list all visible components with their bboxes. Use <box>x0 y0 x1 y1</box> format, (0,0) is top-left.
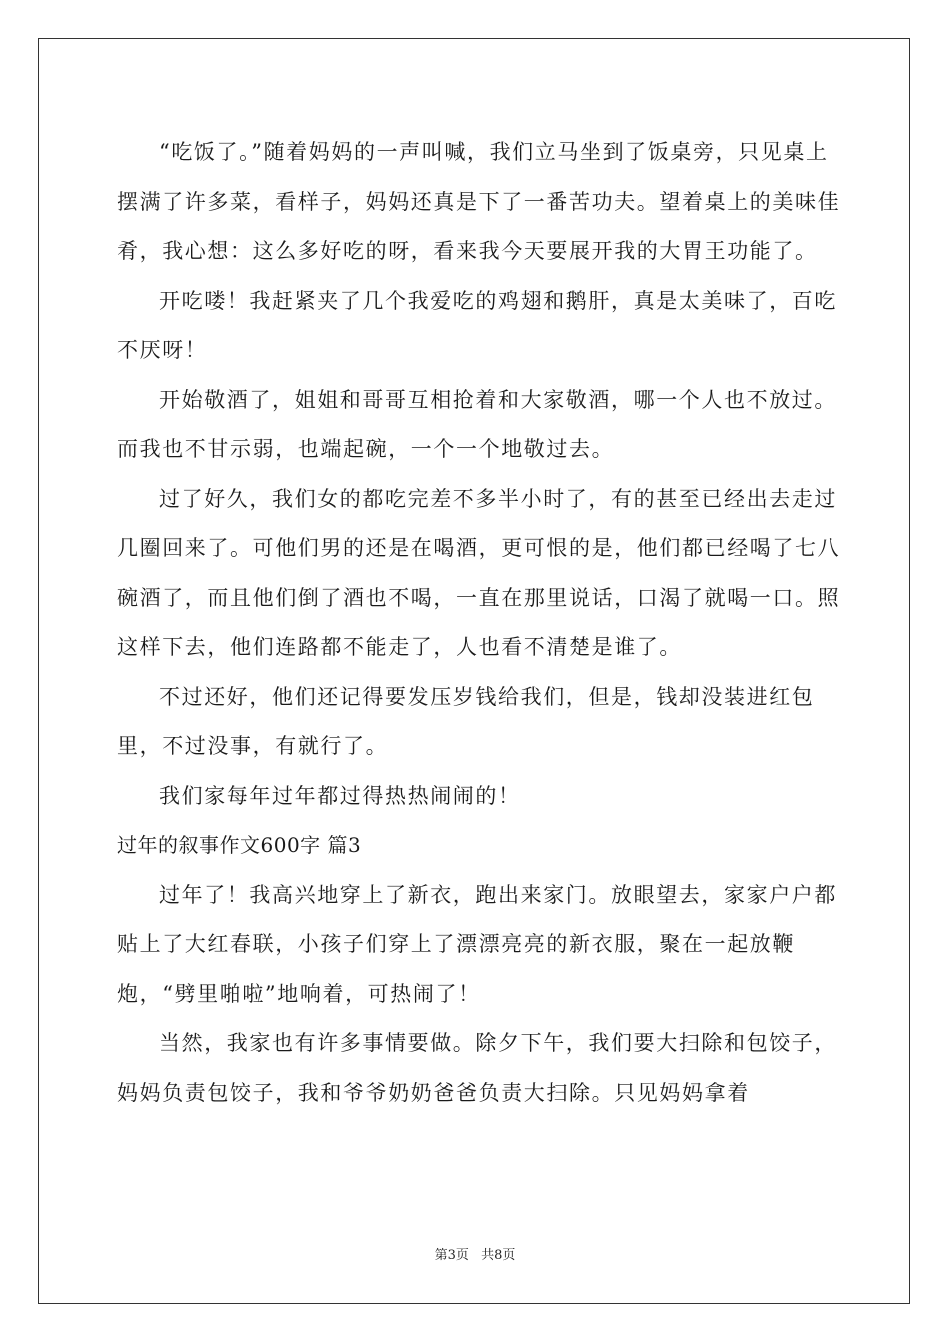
paragraph: 过了好久，我们女的都吃完差不多半小时了，有的甚至已经出去走过几圈回来了。可他们男的还是在喝酒，更可恨的是，他们都已经喝了七八碗酒了，而且他们倒了酒也不喝，一直在那里说话，口渴了就喝一口。照这样下去，他们连路都不能走了，人也看不清楚是谁了。 <box>117 486 841 659</box>
section-heading: 过年的叙事作文600字 篇3 <box>117 833 362 857</box>
paragraph: 我们家每年过年都过得热热闹闹的！ <box>159 783 521 808</box>
page-total: 共8页 <box>481 1248 516 1263</box>
paragraph: 开始敬酒了，姐姐和哥哥互相抢着和大家敬酒，哪一个人也不放过。而我也不甘示弱，也端起碗，一个一个地敬过去。 <box>117 387 837 461</box>
paragraph: 过年了！我高兴地穿上了新衣，跑出来家门。放眼望去，家家户户都贴上了大红春联，小孩子们穿上了漂漂亮亮的新衣服，聚在一起放鞭炮，“劈里啪啦”地响着，可热闹了！ <box>117 882 837 1006</box>
page-number: 第3页 <box>434 1248 469 1263</box>
paragraph: 不过还好，他们还记得要发压岁钱给我们，但是，钱却没装进红包里，不过没事，有就行了。 <box>117 684 815 758</box>
page-footer <box>0 1244 950 1263</box>
paragraph: 开吃喽！我赶紧夹了几个我爱吃的鸡翅和鹅肝，真是太美味了，百吃不厌呀！ <box>117 288 837 362</box>
document-body <box>117 128 842 1118</box>
paragraph: 当然，我家也有许多事情要做。除夕下午，我们要大扫除和包饺子，妈妈负责包饺子，我和爷爷奶奶爸爸负责大扫除。只见妈妈拿着 <box>117 1031 837 1105</box>
paragraph: “吃饭了。”随着妈妈的一声叫喊，我们立马坐到了饭桌旁，只见桌上摆满了许多菜，看样子，妈妈还真是下了一番苦功夫。望着桌上的美味佳肴，我心想：这么多好吃的呀，看来我今天要展开我的大胃王功能了。 <box>117 140 841 263</box>
